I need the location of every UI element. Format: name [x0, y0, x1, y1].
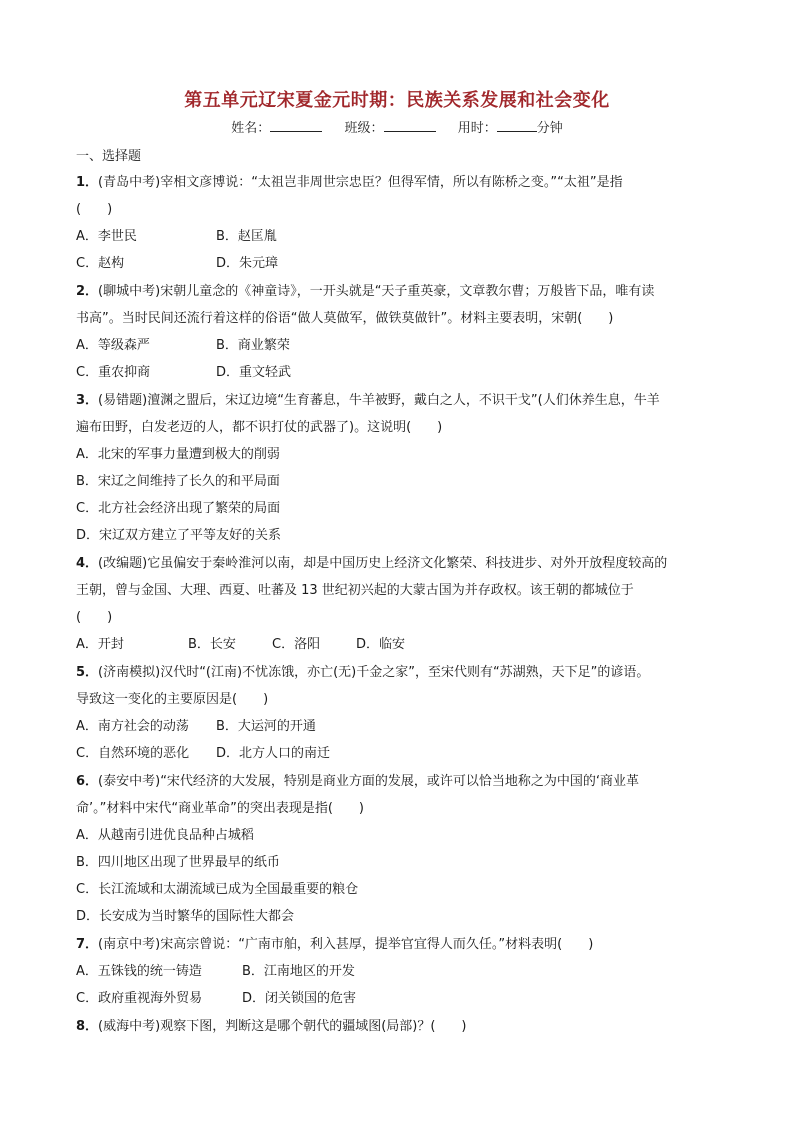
question-number: 1． — [76, 175, 99, 190]
option-b[interactable]: B．四川地区出现了世界最早的纸币 — [76, 855, 280, 870]
question-1-options-row-1 — [76, 229, 277, 245]
question-2-options-row-1 — [76, 338, 290, 354]
option-b[interactable]: B．宋辽之间维持了长久的和平局面 — [76, 474, 280, 489]
option-a[interactable]: A．开封 — [76, 637, 124, 652]
question-2-line-2: 书高”。当时民间还流行着这样的俗语“做人莫做军，做铁莫做针”。材料主要表明，宋朝( ) — [76, 311, 614, 326]
option-b[interactable]: B．江南地区的开发 — [242, 964, 355, 979]
question-4-line-2: 王朝，曾与金国、大理、西夏、吐蕃及 13 世纪初兴起的大蒙古国为并存政权。该王朝的都城位于 — [76, 583, 634, 598]
question-4-line-3: ( ) — [76, 610, 113, 625]
option-c[interactable]: C．赵构 — [76, 256, 125, 271]
question-1-line-2: ( ) — [76, 202, 113, 217]
option-d[interactable]: D．长安成为当时繁华的国际性大都会 — [76, 909, 295, 924]
class-blank[interactable] — [384, 119, 436, 132]
question-6-line-2: 命’。”材料中宋代“商业革命”的突出表现是指( ) — [76, 801, 364, 816]
question-5-options-row-1 — [76, 719, 316, 735]
option-a[interactable]: A．李世民 — [76, 229, 137, 244]
time-blank[interactable] — [497, 119, 537, 132]
question-5-line-1: 5．(济南模拟)汉代时“(江南)不忧冻饿，亦亡(无)千金之家”，至宋代则有“苏湖熟，天下足”的谚语。 — [76, 665, 650, 680]
class-label: 班级： — [344, 121, 384, 136]
question-number: 3． — [76, 393, 99, 408]
question-number: 5． — [76, 665, 99, 680]
option-a[interactable]: A．北宋的军事力量遭到极大的削弱 — [76, 447, 280, 462]
option-d[interactable]: D．朱元璋 — [216, 256, 279, 271]
question-6-line-1: 6．(泰安中考)“宋代经济的大发展，特别是商业方面的发展，或许可以恰当地称之为中国的‘商业革 — [76, 774, 640, 789]
option-b[interactable]: B．赵匡胤 — [216, 229, 277, 244]
question-2-line-1: 2．(聊城中考)宋朝儿童念的《神童诗》，一开头就是“天子重英豪，文章教尔曹；万般皆下品，唯有读 — [76, 284, 655, 299]
question-number: 2． — [76, 284, 99, 299]
question-4-options-row — [76, 637, 405, 653]
question-number: 8． — [76, 1019, 99, 1034]
question-4-line-1: 4．(改编题)它虽偏安于秦岭淮河以南，却是中国历史上经济文化繁荣、科技进步、对外开放程度较高的 — [76, 556, 668, 571]
option-b[interactable]: B．大运河的开通 — [216, 719, 316, 734]
question-3-line-1: 3．(易错题)澶渊之盟后，宋辽边境“生育蕃息，牛羊被野，戴白之人，不识干戈”(人们休养生息，牛羊 — [76, 393, 660, 408]
option-c[interactable]: C．洛阳 — [272, 637, 321, 652]
time-unit: 分钟 — [536, 121, 563, 136]
question-8-line-1: 8．(威海中考)观察下图，判断这是哪个朝代的疆域图(局部)？( ) — [76, 1019, 467, 1034]
question-3-line-2: 遍布田野，白发老迈的人，都不识打仗的武器了)。这说明( ) — [76, 420, 443, 435]
option-c[interactable]: C．北方社会经济出现了繁荣的局面 — [76, 501, 281, 516]
section-heading: 一、选择题 — [76, 149, 142, 164]
option-d[interactable]: D．北方人口的南迁 — [216, 746, 331, 761]
option-d[interactable]: D．重文轻武 — [216, 365, 292, 380]
name-blank[interactable] — [270, 119, 322, 132]
question-7-options-row-1 — [76, 964, 355, 980]
name-label: 姓名： — [231, 121, 271, 136]
option-c[interactable]: C．自然环境的恶化 — [76, 746, 190, 761]
option-d[interactable]: D．临安 — [356, 637, 406, 652]
option-a[interactable]: A．等级森严 — [76, 338, 150, 353]
option-a[interactable]: A．南方社会的动荡 — [76, 719, 189, 734]
student-info-line — [0, 117, 794, 136]
question-number: 4． — [76, 556, 99, 571]
question-number: 7． — [76, 937, 99, 952]
option-c[interactable]: C．长江流域和太湖流域已成为全国最重要的粮仓 — [76, 882, 359, 897]
question-5-options-row-2 — [76, 746, 330, 762]
question-7-line-1: 7．(南京中考)宋高宗曾说：“广南市舶，利入甚厚，提举官宜得人而久任。”材料表明( ) — [76, 937, 594, 952]
question-5-line-2: 导致这一变化的主要原因是( ) — [76, 692, 269, 707]
time-label: 用时： — [457, 121, 497, 136]
question-7-options-row-2 — [76, 991, 356, 1007]
option-c[interactable]: C．政府重视海外贸易 — [76, 991, 203, 1006]
option-a[interactable]: A．从越南引进优良品种占城稻 — [76, 828, 254, 843]
page-title: 第五单元辽宋夏金元时期：民族关系发展和社会变化 — [184, 90, 610, 111]
question-1-options-row-2 — [76, 256, 278, 272]
option-c[interactable]: C．重农抑商 — [76, 365, 151, 380]
option-d[interactable]: D．宋辽双方建立了平等友好的关系 — [76, 528, 282, 543]
question-number: 6． — [76, 774, 99, 789]
question-2-options-row-2 — [76, 365, 291, 381]
option-b[interactable]: B．长安 — [188, 637, 236, 652]
question-1-line-1: 1．(青岛中考)宰相文彦博说：“太祖岂非周世宗忠臣？但得军情，所以有陈桥之变。”“太祖”是指 — [76, 175, 623, 190]
option-b[interactable]: B．商业繁荣 — [216, 338, 290, 353]
option-d[interactable]: D．闭关锁国的危害 — [242, 991, 357, 1006]
option-a[interactable]: A．五铢钱的统一铸造 — [76, 964, 202, 979]
